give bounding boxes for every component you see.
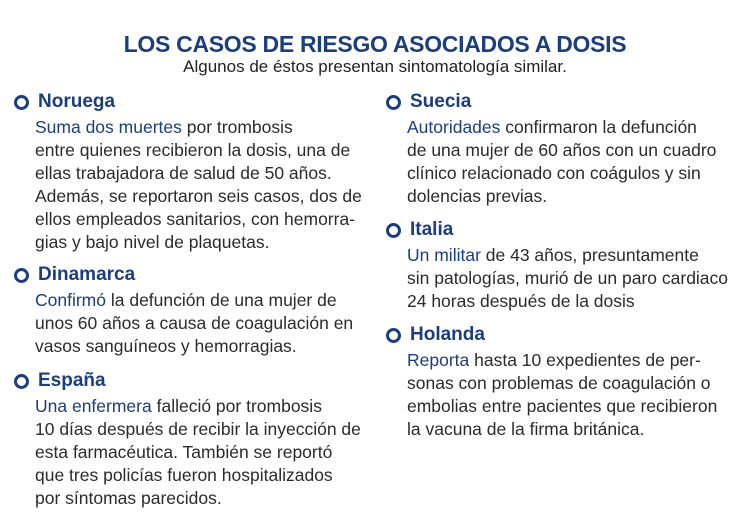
circle-bullet-icon [386, 328, 401, 343]
body-line [407, 185, 750, 208]
body-text: vasos sanguíneos y hemorragias. [35, 336, 297, 356]
lead-text: Reporta [407, 350, 470, 370]
subtitle: Algunos de éstos presentan sintomatología similar. [183, 57, 567, 76]
lead-text: Autoridades [407, 117, 501, 137]
section-heading [407, 323, 750, 347]
body-text: gias y bajo nivel de plaquetas. [35, 232, 270, 252]
body-line [35, 289, 380, 312]
lead-text: Una enfermera [35, 396, 152, 416]
body-line [407, 244, 750, 267]
country-name: Suecia [410, 91, 472, 112]
body-text: hasta 10 expedientes de per- [469, 350, 701, 370]
country-name: Dinamarca [38, 264, 136, 285]
body-line [35, 395, 380, 418]
section-suecia [407, 90, 750, 208]
section-heading [35, 263, 380, 287]
body-text: falleció por trombosis [151, 396, 322, 416]
body-text: de 43 años, presuntamente [480, 245, 699, 265]
body-text: dolencias previas. [407, 186, 548, 206]
body-line [407, 162, 750, 185]
country-name: Holanda [410, 324, 485, 345]
body-line [407, 116, 750, 139]
section-body [407, 116, 750, 208]
body-text: por síntomas parecidos. [35, 488, 222, 508]
section-body [35, 395, 380, 510]
body-text: ellos empleados sanitarios, con hemorra- [35, 209, 356, 229]
section-italia [407, 218, 750, 313]
circle-bullet-icon [386, 223, 401, 238]
body-line [407, 290, 750, 313]
section-heading [407, 90, 750, 114]
circle-bullet-icon [14, 374, 29, 389]
body-line [35, 335, 380, 358]
section-dinamarca [35, 263, 380, 358]
circle-bullet-icon [14, 95, 29, 110]
body-line [407, 418, 750, 441]
body-text: 24 horas después de la dosis [407, 291, 635, 311]
body-line [35, 464, 380, 487]
body-line [35, 312, 380, 335]
body-text: por trombosis [181, 117, 293, 137]
section-heading [407, 218, 750, 242]
section-body [35, 116, 380, 254]
country-name: Italia [410, 219, 454, 240]
body-line [407, 395, 750, 418]
body-line [35, 208, 380, 231]
section-españa [35, 369, 380, 510]
body-text: entre quienes recibieron la dosis, una de [35, 140, 351, 160]
body-text: embolias entre pacientes que recibieron [407, 396, 718, 416]
lead-text: Suma dos muertes [35, 117, 182, 137]
section-body [35, 289, 380, 358]
body-text: esta farmacéutica. También se reportó [35, 442, 333, 462]
body-line [35, 487, 380, 510]
body-line [35, 441, 380, 464]
section-noruega [35, 90, 380, 254]
body-line [35, 116, 380, 139]
country-name: Noruega [38, 91, 116, 112]
section-body [407, 349, 750, 441]
body-line [35, 162, 380, 185]
body-text: que tres policías fueron hospitalizados [35, 465, 333, 485]
body-line [35, 139, 380, 162]
body-line [35, 231, 380, 254]
body-text: Además, se reportaron seis casos, dos de [35, 186, 362, 206]
circle-bullet-icon [14, 268, 29, 283]
section-body [407, 244, 750, 313]
section-heading [35, 90, 380, 114]
body-line [35, 185, 380, 208]
body-text: la defunción de una mujer de [106, 290, 337, 310]
body-text: clínico relacionado con coágulos y sin [407, 163, 701, 183]
body-text: de una mujer de 60 años con un cuadro [407, 140, 717, 160]
lead-text: Un militar [407, 245, 481, 265]
body-text: ellas trabajadora de salud de 50 años. [35, 163, 332, 183]
body-text: 10 días después de recibir la inyección de [35, 419, 361, 439]
body-text: sin patologías, murió de un paro cardiaco [407, 268, 729, 288]
section-holanda [407, 323, 750, 441]
body-line [407, 349, 750, 372]
section-heading [35, 369, 380, 393]
body-line [407, 267, 750, 290]
body-line [407, 372, 750, 395]
lead-text: Confirmó [35, 290, 106, 310]
country-name: España [38, 370, 106, 391]
body-text: la vacuna de la firma británica. [407, 419, 645, 439]
page-title: LOS CASOS DE RIESGO ASOCIADOS A DOSIS [123, 31, 627, 57]
body-text: confirmaron la defunción [500, 117, 697, 137]
body-text: sonas con problemas de coagulación o [407, 373, 711, 393]
circle-bullet-icon [386, 95, 401, 110]
body-line [35, 418, 380, 441]
body-text: unos 60 años a causa de coagulación en [35, 313, 354, 333]
body-line [407, 139, 750, 162]
